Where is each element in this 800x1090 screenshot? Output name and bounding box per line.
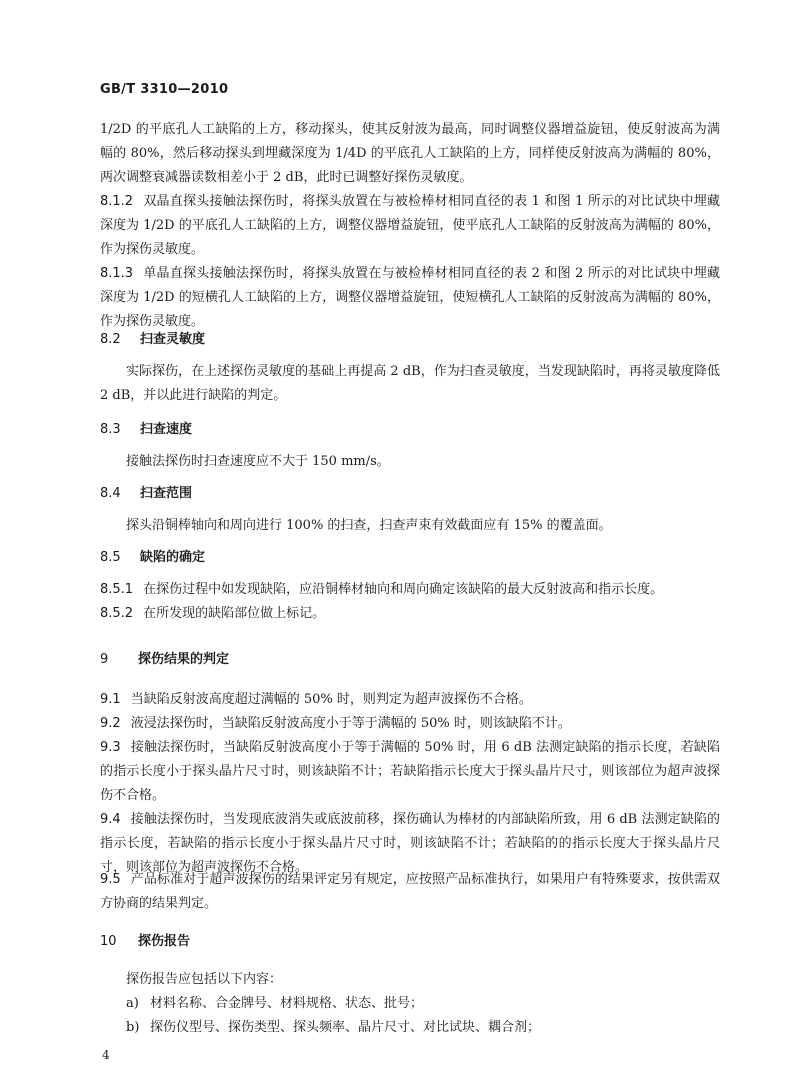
section-number: 8.2 [100,332,121,347]
paragraph-8-1-3 [100,262,720,334]
section-number: 8.5 [100,550,121,565]
section-heading-8-2 [100,328,205,352]
paragraph-8-5-2 [100,602,720,626]
standard-number-header: GB/T 3310—2010 [100,82,229,97]
paragraph-8-2: 实际探伤，在上述探伤灵敏度的基础上再提高 2 dB，作为扫查灵敏度，当发现缺陷时，再将灵敏度降低 2 dB，并以此进行缺陷的判定。 [100,364,720,403]
paragraph-9-3 [100,736,720,808]
paragraph-8-4: 探头沿铜棒轴向和周向进行 100% 的扫查，扫查声束有效截面应有 15% 的覆盖面。 [126,518,612,533]
chapter-number: 9 [100,652,109,667]
list-text: 探伤仪型号、探伤类型、探头频率、晶片尺寸、对比试块、耦合剂； [150,1020,541,1035]
clause-number: 9.3 [100,740,121,755]
clause-number: 9.5 [100,872,121,887]
clause-text: 在探伤过程中如发现缺陷，应沿铜棒材轴向和周向确定该缺陷的最大反射波高和指示长度。 [143,582,664,597]
paragraph-8-5-1 [100,578,720,602]
clause-number: 9.4 [100,812,121,827]
clause-text: 双晶直探头接触法探伤时，将探头放置在与被检棒材相同直径的表 1 和图 1 所示的对比试块中埋藏深度为 1/2D 的平底孔人工缺陷的上方，调整仪器增益旋钮，使平底孔人工缺陷的反射波高为满幅的 80%，作为探伤灵敏度。 [100,194,720,257]
page-number: 4 [102,1048,110,1062]
clause-text: 接触法探伤时，当发现底波消失或底波前移，探伤确认为棒材的内部缺陷所致，用 6 dB 法测定缺陷的指示长度，若缺陷的指示长度小于探头晶片尺寸时，则该缺陷不计；若缺陷的的指示长度大于探头晶片尺寸，则该部位为超声波探伤不合格。 [100,812,720,875]
section-heading-8-3 [100,418,192,442]
chapter-heading-10 [100,930,190,954]
section-heading-8-5 [100,546,205,570]
paragraph-9-1 [100,688,720,712]
clause-text: 在所发现的缺陷部位做上标记。 [143,606,326,621]
clause-number: 8.1.3 [100,266,134,281]
clause-text: 产品标准对于超声波探伤的结果评定另有规定，应按照产品标准执行，如果用户有特殊要求，按供需双方协商的结果判定。 [100,872,720,911]
paragraph-9-5 [100,868,720,916]
section-title: 扫查速度 [140,422,193,437]
paragraph-10: 探伤报告应包括以下内容： [126,972,283,987]
clause-text: 单晶直探头接触法探伤时，将探头放置在与被检棒材相同直径的表 2 和图 2 所示的对比试块中埋藏深度为 1/2D 的短横孔人工缺陷的上方，调整仪器增益旋钮，使短横孔人工缺陷的反射波高为满幅的 80%，作为探伤灵敏度。 [100,266,720,329]
paragraph-8-3: 接触法探伤时扫查速度应不大于 150 mm/s。 [126,454,390,469]
list-item-a [126,992,423,1016]
section-number: 8.4 [100,486,121,501]
chapter-title: 探伤结果的判定 [138,652,230,667]
section-title: 扫查范围 [140,486,193,501]
clause-text: 接触法探伤时，当缺陷反射波高度小于等于满幅的 50% 时，用 6 dB 法测定缺陷的指示长度，若缺陷的指示长度小于探头晶片尺寸时，则该缺陷不计；若缺陷指示长度大于探头晶片尺寸，则该部位为超声波探伤不合格。 [100,740,720,803]
clause-number: 8.5.2 [100,606,134,621]
clause-text: 液浸法探伤时，当缺陷反射波高度小于等于满幅的 50% 时，则该缺陷不计。 [130,716,571,731]
clause-text: 当缺陷反射波高度超过满幅的 50% 时，则判定为超声波探伤不合格。 [130,692,532,707]
paragraph-9-2 [100,712,720,736]
list-item-b [126,1016,540,1040]
list-text: 材料名称、合金牌号、材料规格、状态、批号； [150,996,424,1011]
section-number: 8.3 [100,422,121,437]
section-title: 缺陷的确定 [140,550,206,565]
paragraph-8-1-1-continuation: 1/2D 的平底孔人工缺陷的上方，移动探头，使其反射波为最高，同时调整仪器增益旋钮，使反射波高为满幅的 80%，然后移动探头到埋藏深度为 1/4D 的平底孔人工缺陷的上方，同样使反射波高为满幅的 80%，两次调整衰减器读数相差小于 2 dB，此时已调整好探伤灵敏度。 [100,122,720,185]
clause-number: 8.1.2 [100,194,134,209]
chapter-heading-9 [100,648,229,672]
clause-number: 8.5.1 [100,582,134,597]
list-label: b) [126,1020,140,1035]
section-title: 扫查灵敏度 [140,332,206,347]
list-label: a) [126,996,139,1011]
clause-number: 9.1 [100,692,121,707]
clause-number: 9.2 [100,716,121,731]
chapter-title: 探伤报告 [138,934,191,949]
section-heading-8-4 [100,482,192,506]
paragraph-8-1-2 [100,190,720,262]
chapter-number: 10 [100,934,117,949]
